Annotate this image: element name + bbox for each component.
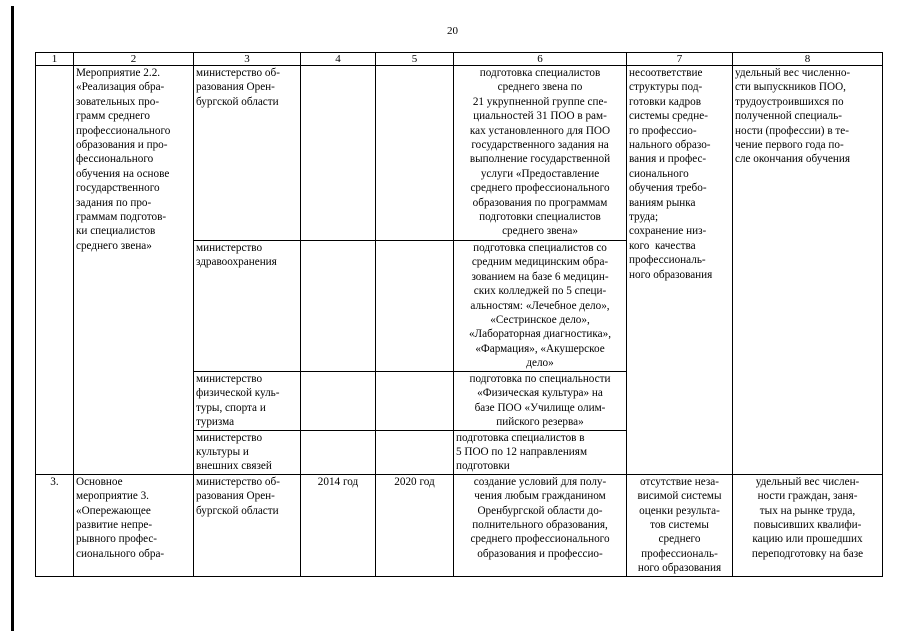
result-cell: подготовка специалистов среднего звена по 21 укрупненной группе спе- циальностей 31 ПОО в рам- ках установленного для ПОО государственного задания на выполнение государственной услуги «Предоставление среднего профессионального образования по программам подготовки специалистов среднего звена» [454, 66, 627, 241]
problems-cell: отсутствие неза- висимой системы оценки результа- тов системы среднего профессиональ- ного образования [627, 474, 733, 576]
row-number-cell [36, 66, 74, 475]
executor-cell: министерство об- разования Орен- бургской области [194, 474, 301, 576]
indicator-cell: удельный вес числен- ности граждан, заня- тых на рынке труда, повысивших квалифи- кацию или прошедших переподготовку на базе [733, 474, 883, 576]
start-cell [301, 430, 376, 474]
row-number-cell: 3. [36, 474, 74, 576]
executor-cell: министерство культуры и внешних связей [194, 430, 301, 474]
executor-cell: министерство об- разования Орен- бургской области [194, 66, 301, 241]
table-row [36, 66, 883, 241]
start-cell: 2014 год [301, 474, 376, 576]
result-cell: подготовка специалистов со средним медицинским обра- зованием на базе 6 медицин- ских колледжей по 5 специ- альностям: «Лечебное дело», «Сестринское дело», «Лабораторная диагностика», «Фармация», «Акушерское дело» [454, 241, 627, 372]
column-number: 1 [36, 53, 74, 66]
event-cell: Мероприятие 2.2. «Реализация обра- зовательных про- грамм среднего профессионального образования и про- фессионального обучения на основе государственного задания по про- граммам подготов- ки специалистов среднего звена» [74, 66, 194, 475]
column-number: 3 [194, 53, 301, 66]
end-cell [376, 372, 454, 431]
column-number-row [36, 53, 883, 66]
table-row [36, 474, 883, 576]
end-cell [376, 430, 454, 474]
column-number: 5 [376, 53, 454, 66]
page-number: 20 [447, 25, 458, 37]
event-cell: Основное мероприятие 3. «Опережающее развитие непре- рывного профес- сионального обра- [74, 474, 194, 576]
end-cell [376, 241, 454, 372]
result-cell: подготовка по специальности «Физическая культура» на базе ПОО «Училище олим- пийского резерва» [454, 372, 627, 431]
binding-edge-line [11, 6, 14, 631]
result-cell: подготовка специалистов в 5 ПОО по 12 направлениям подготовки [454, 430, 627, 474]
end-cell: 2020 год [376, 474, 454, 576]
program-table [35, 52, 883, 577]
column-number: 8 [733, 53, 883, 66]
start-cell [301, 66, 376, 241]
executor-cell: министерство здравоохранения [194, 241, 301, 372]
result-cell: создание условий для полу- чения любым гражданином Оренбургской области до- полнительного образования, среднего профессионального образования и профессио- [454, 474, 627, 576]
start-cell [301, 241, 376, 372]
end-cell [376, 66, 454, 241]
column-number: 4 [301, 53, 376, 66]
executor-cell: министерство физической куль- туры, спорта и туризма [194, 372, 301, 431]
start-cell [301, 372, 376, 431]
indicator-cell: удельный вес численно- сти выпускников ПОО, трудоустроившихся по полученной специаль- ности (профессии) в те- чение первого года по- сле окончания обучения [733, 66, 883, 475]
column-number: 2 [74, 53, 194, 66]
column-number: 7 [627, 53, 733, 66]
problems-cell: несоответствие структуры под- готовки кадров системы средне- го профессио- нального образо- вания и профес- сионального обучения требо- ваниям рынка труда; сохранение низ- кого качества профессиональ- ного образования [627, 66, 733, 475]
column-number: 6 [454, 53, 627, 66]
